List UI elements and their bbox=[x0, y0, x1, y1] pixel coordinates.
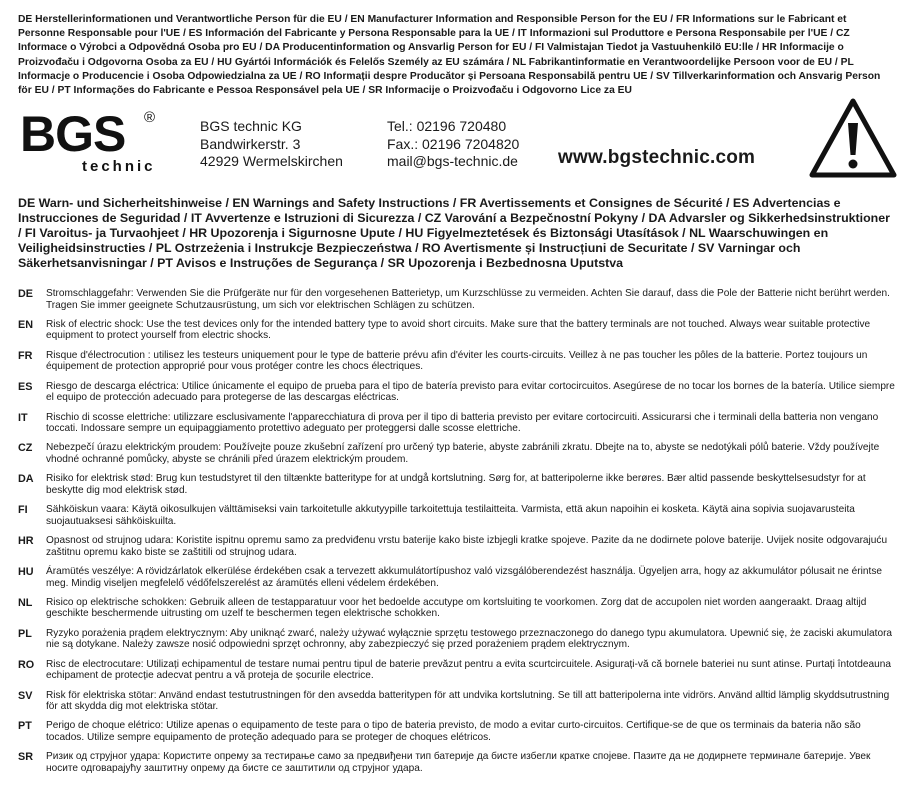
language-code: ES bbox=[18, 380, 33, 393]
warning-row bbox=[18, 288, 898, 319]
warning-row bbox=[18, 720, 898, 751]
warning-row bbox=[18, 350, 898, 381]
warning-text: Risc de electrocutare: Utilizați echipamentul de testare numai pentru tipul de baterie prevăzut pentru a evita scurtcircuitele. Asigurați-vă că bornele bateriei nu sunt atinse. Purtați întotdeauna echipament de protecție adecvat pentru a vă proteja de șocurile electrice. bbox=[46, 658, 891, 682]
warning-text: Ryzyko porażenia prądem elektrycznym: Aby uniknąć zwarć, należy używać wyłącznie sprzętu testowego przeznaczonego do danego typu akumulatora. Upewnić się, że zaciski akumulatora nie są dotykane. Należy zawsze nosić odpowiedni sprzęt ochronny, aby zabezpieczyć się przed porażeniem prądem elektrycznym. bbox=[46, 627, 893, 651]
language-code: HU bbox=[18, 566, 34, 579]
warning-row bbox=[18, 442, 898, 473]
warning-text: Perigo de choque elétrico: Utilize apenas o equipamento de teste para o tipo de bateria previsto, de modo a evitar curto-circuitos. Certifique-se de que os terminais da bateria não são tocados. Utilize sempre equipamento de proteção adequado para se proteger de choques elétricos. bbox=[46, 720, 861, 743]
language-code: NL bbox=[18, 596, 33, 609]
warning-row bbox=[18, 566, 898, 597]
warning-row bbox=[18, 319, 898, 350]
warnings-heading: DE Warn- und Sicherheitshinweise / EN Warnings and Safety Instructions / FR Avertissements et Consignes de Sécurité / ES Advertencias e Instrucciones de Seguridad / IT Avvertenze e Istruzioni di Sicurezza / CZ Varování a Bezpečnostní Pokyny / DA Advarsler og Sikkerhedsinstruktioner / FI Varoitus- ja Turvaohjeet / HR Upozorenja i Sigurnosne Upute / HU Figyelmeztetések és Biztonsági Utasítások / NL Waarschuwingen en Veiligheidsinstructies / PL Ostrzeżenia i Instrukcje Bezpieczeństwa / RO Avertismente și Instrucțiuni de Securitate / SV Varningar och Säkerhetsanvisningar / PT Avisos e Instruções de Segurança / SR Upozorenja i Bezbednosna Uputstva bbox=[18, 196, 890, 271]
company-block bbox=[18, 103, 896, 183]
language-code: PT bbox=[18, 720, 32, 733]
company-phone: Tel.: 02196 720480 bbox=[387, 118, 507, 134]
warning-text: Risico op elektrische schokken: Gebruik alleen de testapparatuur voor het bedoelde accutype om kortsluiting te voorkomen. Zorg dat de accupolen niet worden aangeraakt. Draag altijd geschikte beschermende uitrusting om uzelf te beschermen tegen elektrische schokken. bbox=[46, 596, 867, 620]
warning-triangle-icon bbox=[808, 97, 898, 179]
warning-text: Áramütés veszélye: A rövidzárlatok elkerülése érdekében csak a tervezett akkumulátortípushoz való vizsgálóberendezést használja. Ügyeljen arra, hogy az akkumulátor pólusait ne érintse meg. Mindig viseljen megfelelő védőfelszerelést az áramütés elleni védelem érdekében. bbox=[46, 566, 882, 589]
warning-text: Stromschlaggefahr: Verwenden Sie die Prüfgeräte nur für den vorgesehenen Batterietyp, um Kurzschlüsse zu vermeiden. Achten Sie darauf, dass die Pole der Batterie nicht berührt werden. Tragen Sie immer geeignete Schutzausrüstung, um sich vor elektrischen Schlägen zu schützen. bbox=[46, 288, 890, 311]
language-code: HR bbox=[18, 535, 34, 548]
company-city: 42929 Wermelskirchen bbox=[200, 153, 343, 169]
language-code: IT bbox=[18, 411, 28, 424]
warning-row bbox=[18, 597, 898, 628]
warning-row bbox=[18, 628, 898, 659]
warning-text: Risk för elektriska stötar: Använd endast testutrustningen för den avsedda batteritypen för att undvika kortslutning. Se till att batteripolerna inte vidrörs. Använd alltid lämplig skyddsutrustning för att skydda dig mot elektriska stötar. bbox=[46, 689, 890, 713]
warning-text: Rischio di scosse elettriche: utilizzare esclusivamente l'apparecchiatura di prova per il tipo di batteria previsto per evitare cortocircuiti. Assicurarsi che i terminali della batteria non vengano toccati. Indossare sempre un equipaggiamento protettivo adeguato per proteggersi dalle scosse elettriche. bbox=[46, 411, 879, 435]
language-code: FI bbox=[18, 504, 28, 517]
language-code: FR bbox=[18, 349, 33, 362]
language-code: EN bbox=[18, 318, 33, 331]
warning-text: Risk of electric shock: Use the test devices only for the intended battery type to avoid short circuits. Make sure that the battery terminals are not touched. Always wear suitable protective equipment to protect yourself from electric shocks. bbox=[46, 318, 871, 342]
language-code: SR bbox=[18, 751, 33, 764]
language-code: PL bbox=[18, 627, 32, 640]
warning-text: Risiko for elektrisk stød: Brug kun testudstyret til den tiltænkte batteritype for at undgå kortslutning. Sørg for, at batteripolerne ikke berøres. Bær altid passende beskyttelsesudstyr for at beskytte dig mod elektrisk stød. bbox=[46, 473, 866, 496]
warning-text: Ризик од струјног удара: Користите опрему за тестирање само за предвиђени тип батерије да бисте избегли кратке спојеве. Пазите да не додирнете терминале батерије. Увек носите одговарајућу заштитну опрему да бисте се заштитили од струјног удара. bbox=[46, 751, 871, 774]
warning-row bbox=[18, 381, 898, 412]
warning-text: Nebezpečí úrazu elektrickým proudem: Používejte pouze zkušební zařízení pro určený typ baterie, abyste zabránili zkratu. Dbejte na to, abyste se nedotýkali pólů baterie. Vždy používejte vhodné ochranné pomůcky, abyste se chránili před úrazem elektrickým proudem. bbox=[46, 442, 880, 465]
warning-text: Riesgo de descarga eléctrica: Utilice únicamente el equipo de prueba para el tipo de batería previsto para evitar cortocircuitos. Asegúrese de no tocar los bornes de la batería. Utilice siempre el equipo de protección adecuado para protegerse de las descargas eléctricas. bbox=[46, 380, 895, 404]
warning-row bbox=[18, 504, 898, 535]
company-street: Bandwirkerstr. 3 bbox=[200, 135, 301, 152]
warning-row bbox=[18, 412, 898, 443]
company-fax: Fax.: 02196 7204820 bbox=[387, 135, 520, 152]
company-address bbox=[200, 118, 343, 171]
language-code: CZ bbox=[18, 442, 33, 455]
company-website[interactable]: www.bgstechnic.com bbox=[558, 147, 756, 168]
warning-text: Risque d'électrocution : utilisez les testeurs uniquement pour le type de batterie prévu afin d'éviter les courts-circuits. Veillez à ne pas toucher les pôles de la batterie. Portez toujours un équipement de protection approprié pour vous protéger contre les chocs électriques. bbox=[46, 349, 868, 373]
warning-text: Opasnost od strujnog udara: Koristite ispitnu opremu samo za predviđenu vrstu baterije kako biste izbjegli kratke spojeve. Pazite da ne dodirnete polove baterije. Uvijek nosite odgovarajuću zaštitnu opremu kako biste se zaštitili od strujnog udara. bbox=[46, 535, 888, 558]
logo-subtext: technic bbox=[82, 158, 156, 175]
warning-row bbox=[18, 535, 898, 566]
company-email[interactable]: mail@bgs-technic.de bbox=[387, 153, 518, 169]
bgs-logo bbox=[18, 107, 168, 175]
language-code: DE bbox=[18, 288, 33, 300]
language-code: SV bbox=[18, 689, 33, 702]
company-name: BGS technic KG bbox=[200, 118, 302, 134]
registered-mark: ® bbox=[144, 109, 156, 126]
warning-row bbox=[18, 473, 898, 504]
language-code: DA bbox=[18, 473, 34, 486]
logo-text: BGS bbox=[20, 107, 126, 162]
warning-row bbox=[18, 690, 898, 721]
company-contact bbox=[387, 118, 519, 171]
warning-text: Sähköiskun vaara: Käytä oikosulkujen välttämiseksi vain tarkoitetulle akkutyypille tarkoitettuja testilaitteita. Varmista, että akun napoihin ei kosketa. Käytä aina sopivia suojavarusteita suojautuaksesi sähköiskuilta. bbox=[46, 504, 855, 527]
manufacturer-info-heading: DE Herstellerinformationen und Verantwortliche Person für die EU / EN Manufacturer Information and Responsible Person for the EU / FR Informations sur le Fabricant et Personne Responsable pour l'UE / ES Información del Fabricante y Persona Responsable para la UE / IT Informazioni sul Produttore e Persona Responsabile per l'UE / CZ Informace o Výrobci a Odpovědná Osoba pro EU / DA Producentinformation og Ansvarlig Person for EU / FI Valmistajan Tiedot ja Vastuuhenkilö EU:lle / HR Informacije o Proizvođaču i Odgovorna Osoba za EU / HU Gyártói Információk és Felelős Személy az EU számára / NL Fabrikantinformatie en Verantwoordelijke Persoon voor de EU / PL Informacje o Producencie i Osoba Odpowiedzialna za UE / RO Informații despre Producător și Persoana Responsabilă pentru UE / SV Tillverkarinformation och Ansvarig Person för EU / PT Informações do Fabricante e Pessoa Responsável pela UE / SR Informacije o Proizvođaču i Odgovorno Lice za EU bbox=[18, 14, 881, 97]
warning-row bbox=[18, 751, 898, 782]
language-code: RO bbox=[18, 658, 35, 671]
warnings-list bbox=[18, 288, 898, 782]
warning-row bbox=[18, 659, 898, 690]
